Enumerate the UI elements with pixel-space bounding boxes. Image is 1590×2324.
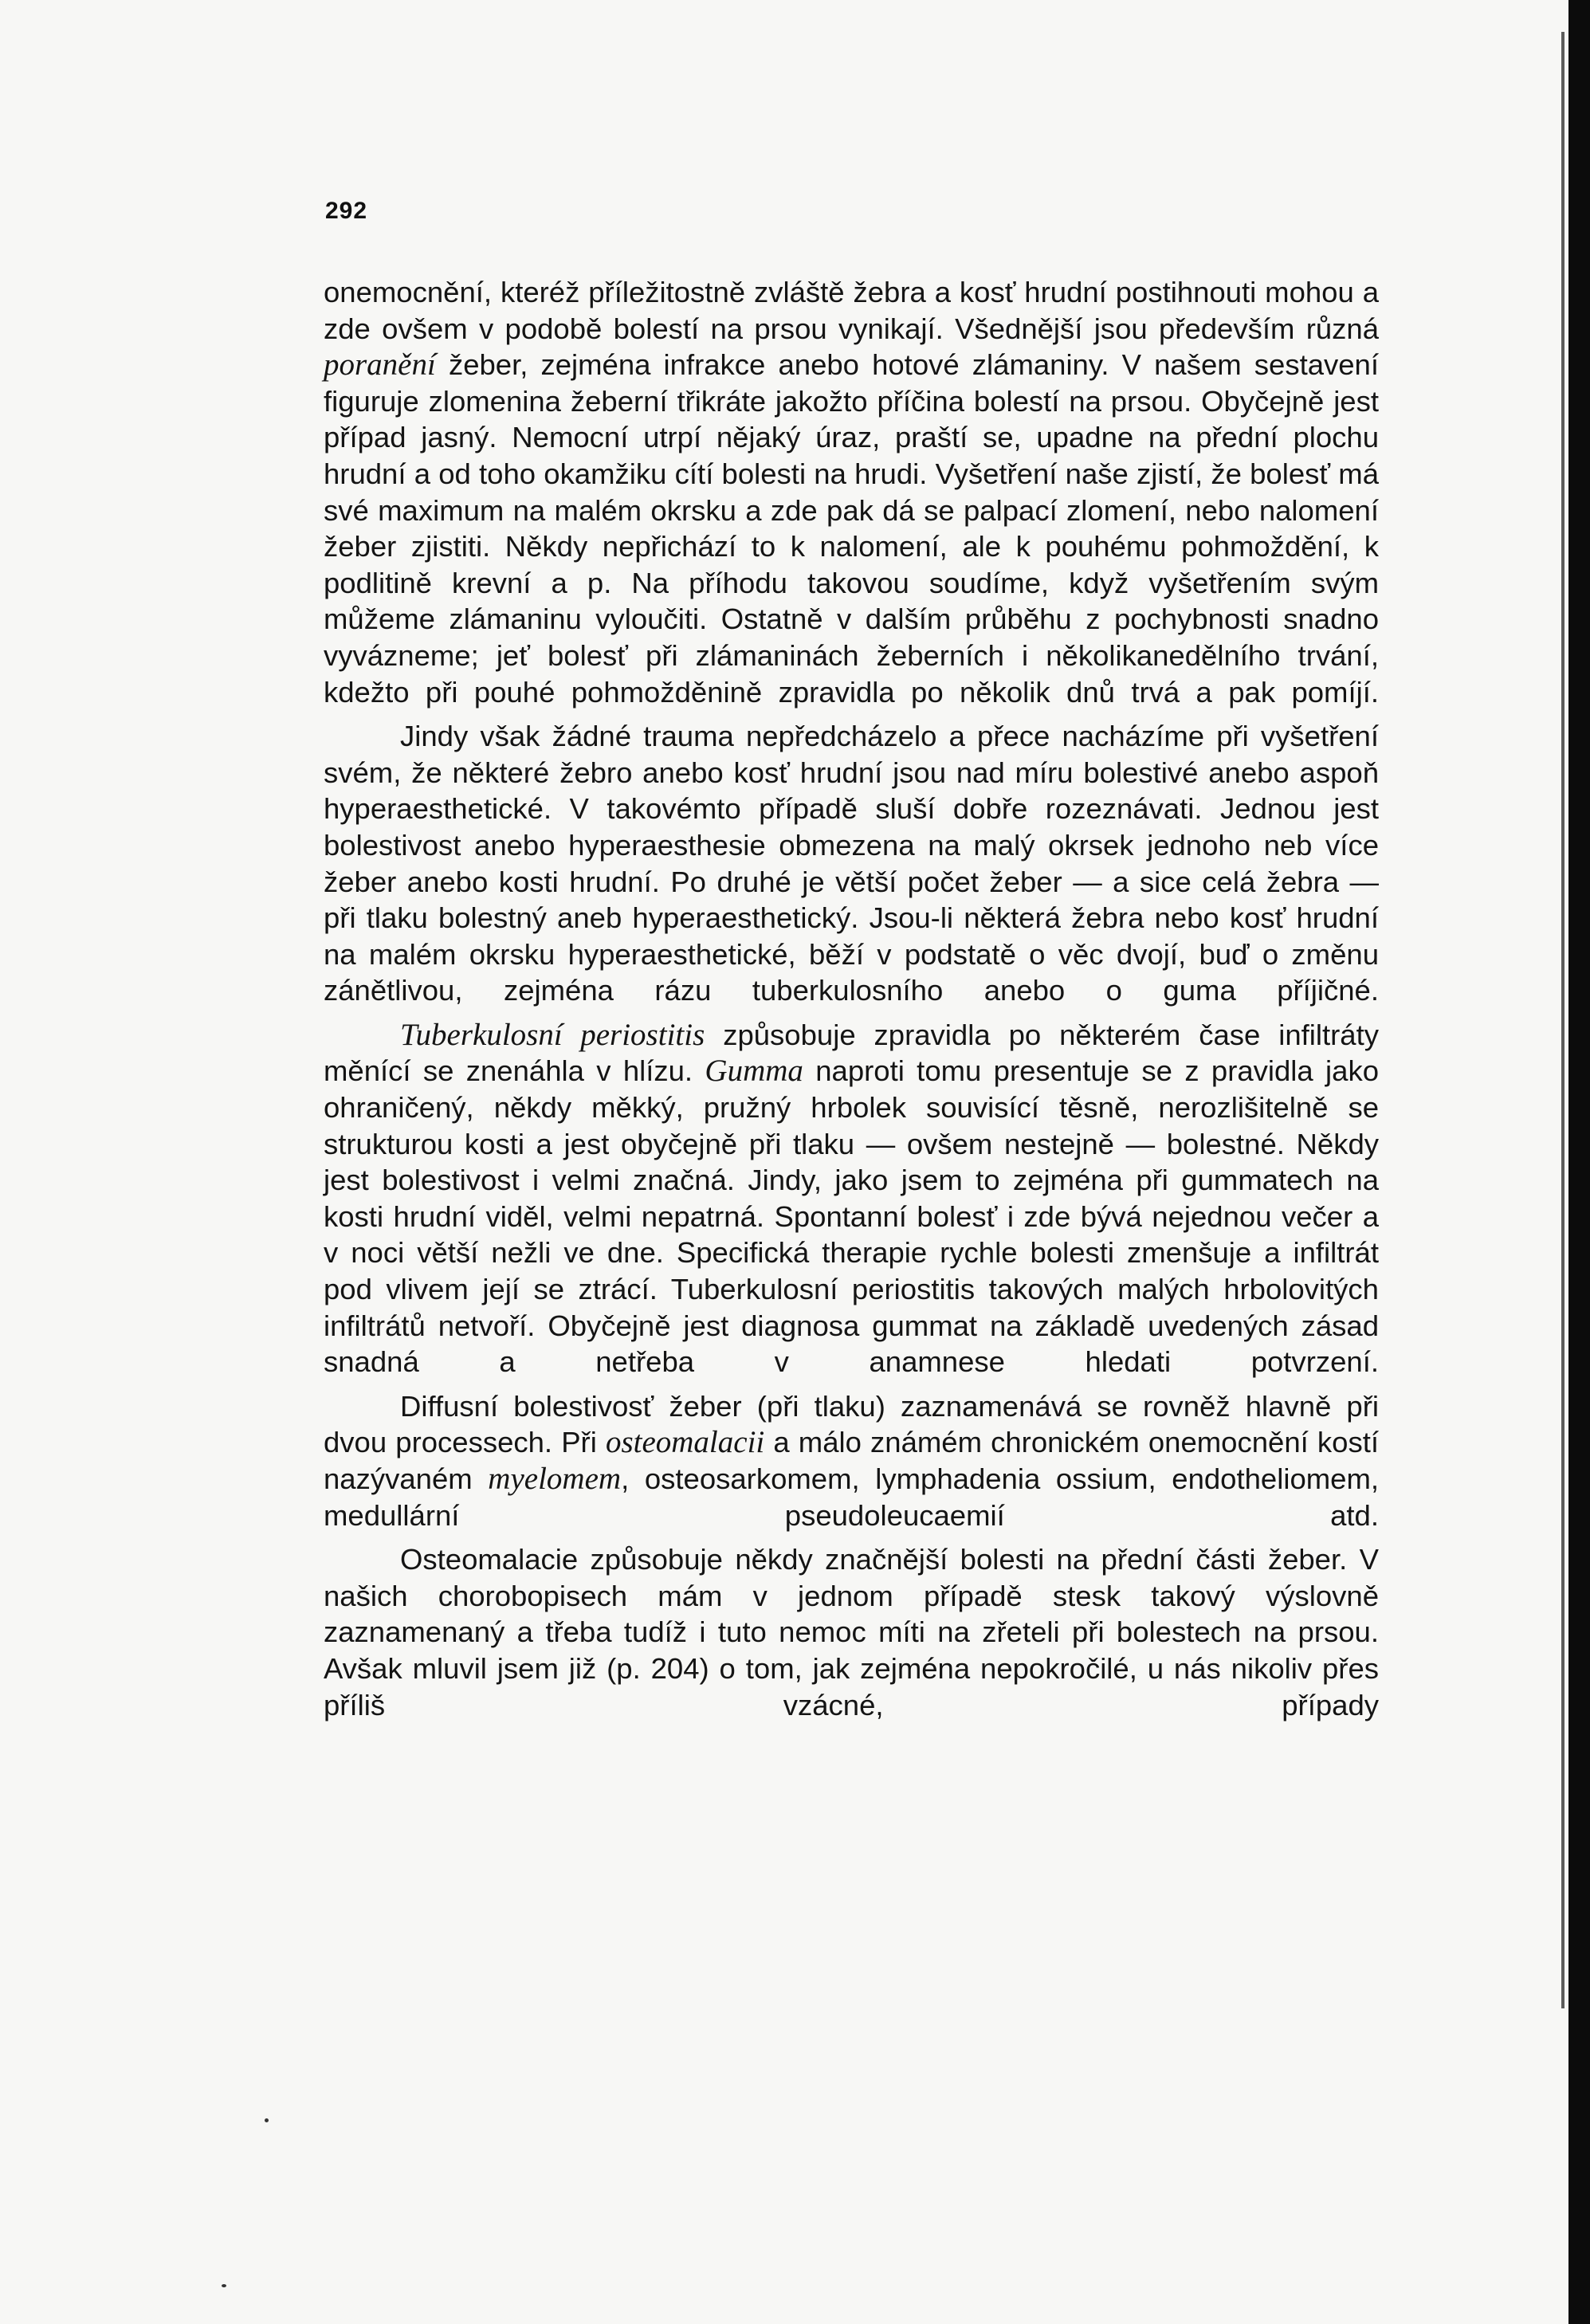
text-run: způsobuje zpravidla po některém čase infiltráty měnící se znenáhla v hlízu. [324, 1018, 1379, 1088]
page-number: 292 [325, 198, 368, 224]
body-text [324, 274, 1379, 1731]
text-run: Diffusní bolestivosť žeber (při tlaku) zaznamenává se rovněž hlavně při dvou processech. Při [324, 1389, 1379, 1459]
italic-term: poranění [324, 347, 436, 383]
text-run: Jindy však žádné trauma nepředcházelo a přece nacházíme při vyšetření svém, že některé žebro anebo kosť hrudní jsou nad míru bolestivé anebo aspoň hyperaesthetické. V takovémto případě sluší dobře rozeznávati. Jednou jest bolestivost anebo hyperaesthesie obmezena na malý okrsek jednoho neb více žeber anebo kosti hrudní. Po druhé je větší počet žeber — a sice celá žebra — při tlaku bolestný aneb hyperaesthetický. Jsou-li některá žebra nebo kosť hrudní na malém okrsku hyperaesthetické, běží v podstatě o věc dvojí, buď o změnu zánětlivou, zejména rázu tuberkulosního anebo o guma příjičné. [324, 720, 1379, 1007]
dust-speck [265, 2118, 269, 2122]
text-run: naproti tomu presentuje se z pravidla jako ohraničený, někdy měkký, pružný hrbolek souvisící těsně, nerozlišitelně se strukturou kosti a jest obyčejně při tlaku — ovšem nestejně — bolestné. Někdy jest bolestivost i velmi značná. Jindy, jako jsem to zejména při gummatech na kosti hrudní viděl, velmi nepatrná. Spontanní bolesť i zde bývá nejednou večer a v noci větší nežli ve dne. Specifická therapie rychle bolesti zmenšuje a infiltrát pod vlivem její se ztrácí. Tuberkulosní periostitis takových malých hrbolovitých infiltrátů netvoří. Obyčejně jest diagnosa gummat na základě uvedených zásad snadná a netřeba v anamnese hledati potvrzení. [324, 1054, 1380, 1379]
italic-term: myelomem [488, 1462, 622, 1496]
italic-term: Tuberkulosní periostitis [400, 1017, 705, 1052]
scan-edge-shadow [1568, 0, 1590, 2324]
paragraph-4 [324, 1388, 1379, 1533]
text-run: onemocnění, kteréž příležitostně zvláště žebra a kosť hrudní postihnouti mohou a zde ovšem v podobě bolestí na prsou vynikají. Všednější jsou především různá [324, 276, 1379, 345]
text-run: , osteosarkomem, lymphadenia ossium, endotheliomem, medullární pseudoleucaemií atd. [324, 1462, 1379, 1532]
paragraph-5 [324, 1541, 1379, 1723]
paragraph-2 [324, 718, 1379, 1009]
binding-edge [1561, 32, 1564, 2008]
italic-term: Gumma [705, 1054, 803, 1089]
italic-term: osteomalacii [605, 1425, 765, 1460]
paragraph-1 [324, 274, 1379, 710]
text-run: a málo známém chronickém onemocnění kostí nazývaném [324, 1426, 1379, 1495]
text-run: Osteomalacie způsobuje někdy značnější bolesti na přední části žeber. V našich chorobopisech mám v jednom případě stesk takový výslovně zaznamenaný a třeba tudíž i tuto nemoc míti na zřeteli při bolestech na prsou. Avšak mluvil jsem již (p. 204) o tom, jak zejména nepokročilé, u nás nikoliv přes příliš vzácné, případy [324, 1543, 1379, 1721]
paragraph-3 [324, 1017, 1379, 1380]
dust-speck [222, 2284, 226, 2287]
text-run: žeber, zejména infrakce anebo hotové zlámaniny. V našem sestavení figuruje zlomenina žeberní třikráte jakožto příčina bolestí na prsou. Obyčejně jest případ jasný. Nemocní utrpí nějaký úraz, praští se, upadne na přední plochu hrudní a od toho okamžiku cítí bolesti na hrudi. Vyšetření naše zjistí, že bolesť má své maximum na malém okrsku a zde pak dá se palpací zlomení, nebo nalomení žeber zjistiti. Někdy nepřichází to k nalomení, ale k pouhému pohmoždění, k podlitině krevní a p. Na příhodu takovou soudíme, když vyšetřením svým můžeme zlámaninu vyloučiti. Ostatně v dalším průběhu z pochybnosti snadno vyvázneme; jeť bolesť při zlámaninách žeberních i několikanedělního trvání, kdežto při pouhé pohmožděnině zpravidla po několik dnů trvá a pak pomíjí. [324, 348, 1379, 709]
